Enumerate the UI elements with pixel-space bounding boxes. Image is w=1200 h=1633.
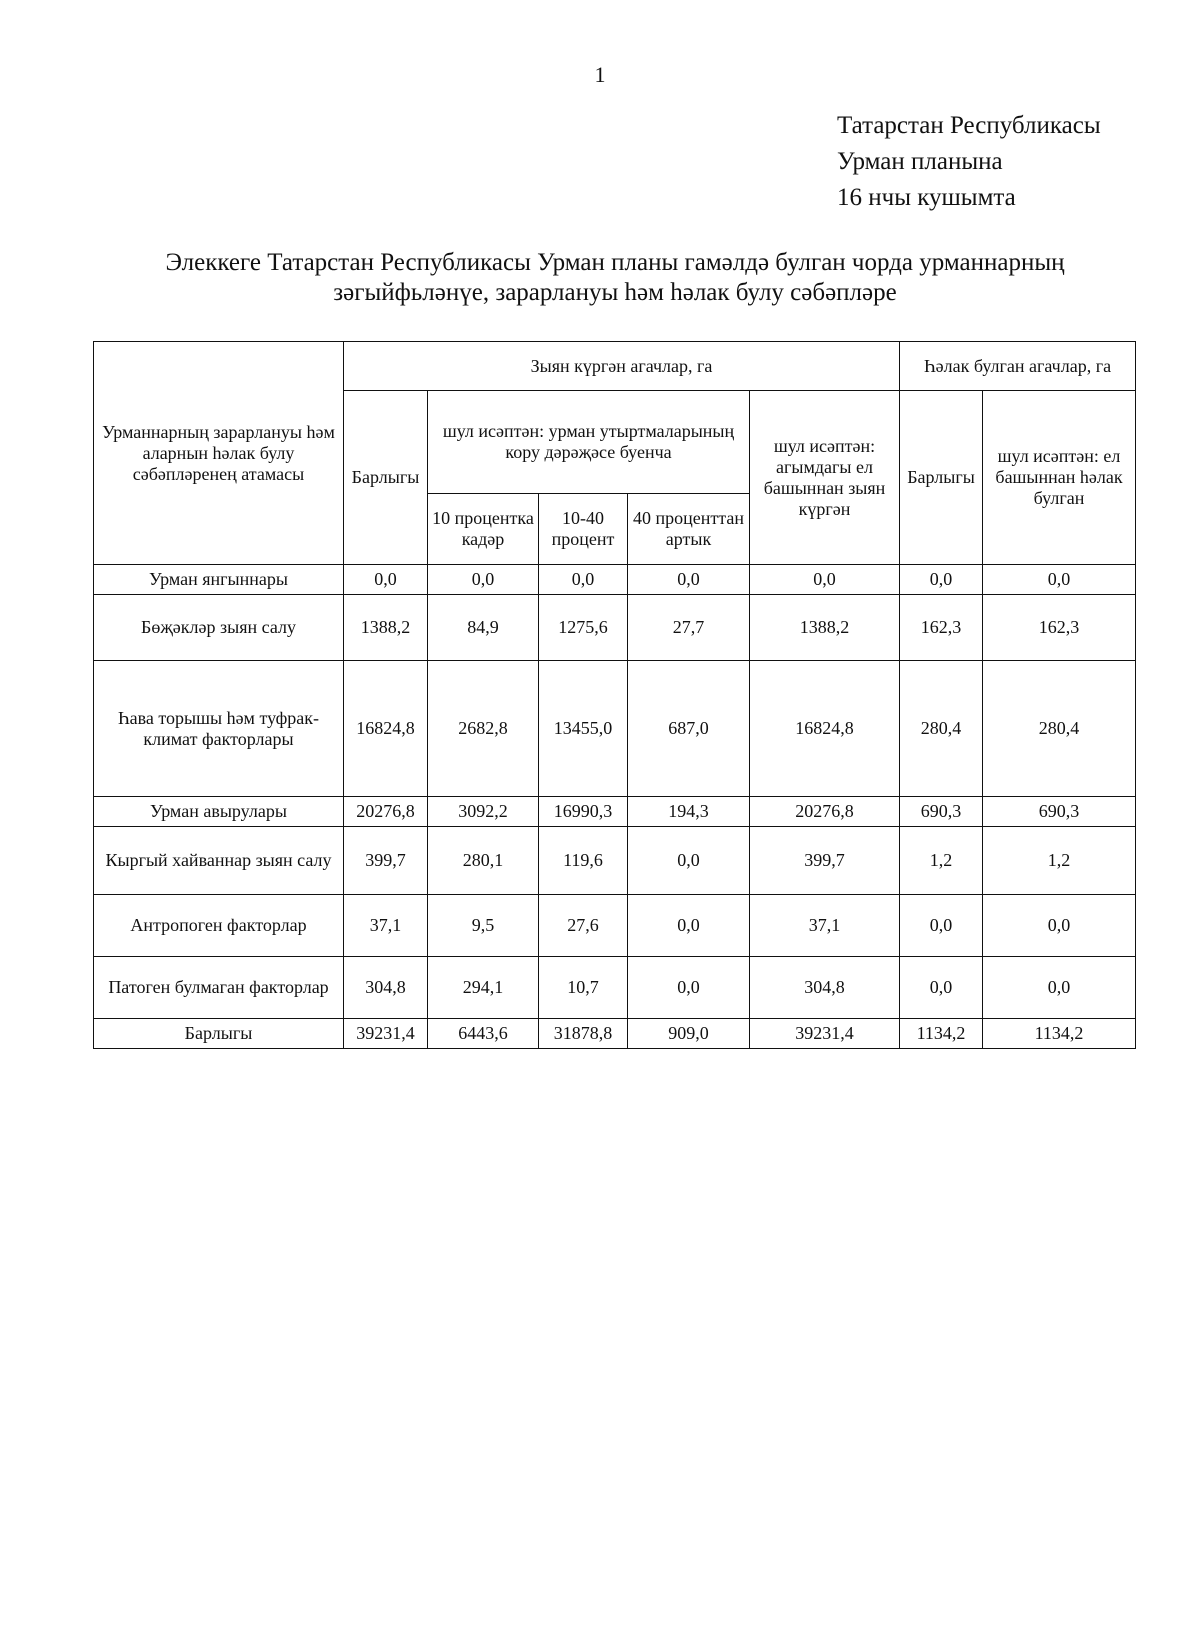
table-row [94, 661, 1136, 797]
annex-line-1: Татарстан Республикасы [837, 112, 1101, 139]
cell-dead-total: 162,3 [900, 595, 983, 661]
cell-degree-10: 3092,2 [428, 797, 539, 827]
cell-total: 0,0 [344, 565, 428, 595]
cell-degree-40: 27,7 [628, 595, 750, 661]
title-line-2: зәгыйфьләнүе, зарарлануы һәм һәлак булу сәбәпләре [333, 279, 897, 306]
cell-dead-current: 0,0 [983, 565, 1136, 595]
cell-current-year: 20276,8 [750, 797, 900, 827]
row-name: Бөҗәкләр зыян салу [94, 595, 344, 661]
cell-total: 39231,4 [344, 1019, 428, 1049]
cell-degree-40: 0,0 [628, 957, 750, 1019]
cell-dead-current: 280,4 [983, 661, 1136, 797]
header-damaged-trees: Зыян күргән агачлар, га [344, 342, 900, 391]
row-name: Һава торышы һәм туфрак-климат факторлары [94, 661, 344, 797]
table-row [94, 565, 1136, 595]
header-dead-current-year: шул исәптән: ел башыннан һәлак булган [983, 391, 1136, 565]
header-degree-10-40: 10-40 процент [539, 494, 628, 565]
page-number: 1 [594, 62, 606, 87]
cell-degree-10-40: 1275,6 [539, 595, 628, 661]
cell-total: 399,7 [344, 827, 428, 895]
cell-dead-total: 690,3 [900, 797, 983, 827]
row-name: Патоген булмаган факторлар [94, 957, 344, 1019]
cell-degree-10: 9,5 [428, 895, 539, 957]
cell-degree-10-40: 31878,8 [539, 1019, 628, 1049]
header-dead-total: Барлыгы [900, 391, 983, 565]
cell-dead-current: 690,3 [983, 797, 1136, 827]
cell-dead-total: 1134,2 [900, 1019, 983, 1049]
cell-degree-10: 6443,6 [428, 1019, 539, 1049]
cell-dead-total: 0,0 [900, 957, 983, 1019]
cell-degree-40: 0,0 [628, 565, 750, 595]
cell-degree-40: 194,3 [628, 797, 750, 827]
cell-current-year: 304,8 [750, 957, 900, 1019]
cell-dead-current: 162,3 [983, 595, 1136, 661]
table-row [94, 895, 1136, 957]
cell-dead-total: 1,2 [900, 827, 983, 895]
cell-dead-total: 280,4 [900, 661, 983, 797]
cell-total: 304,8 [344, 957, 428, 1019]
cell-degree-40: 909,0 [628, 1019, 750, 1049]
header-degree-10: 10 процентка кадәр [428, 494, 539, 565]
cell-degree-10: 280,1 [428, 827, 539, 895]
table-row [94, 827, 1136, 895]
cell-degree-10-40: 16990,3 [539, 797, 628, 827]
header-damaged-total: Барлыгы [344, 391, 428, 565]
annex-block [837, 108, 1101, 216]
cell-dead-current: 1134,2 [983, 1019, 1136, 1049]
cell-degree-40: 687,0 [628, 661, 750, 797]
cell-degree-10-40: 13455,0 [539, 661, 628, 797]
row-name: Кыргый хайваннар зыян салу [94, 827, 344, 895]
cell-dead-total: 0,0 [900, 895, 983, 957]
cell-dead-current: 0,0 [983, 895, 1136, 957]
cell-dead-current: 0,0 [983, 957, 1136, 1019]
header-damaged-current-year: шул исәптән: агымдагы ел башыннан зыян күргән [750, 391, 900, 565]
cell-degree-10: 84,9 [428, 595, 539, 661]
title-line-1: Элеккеге Татарстан Республикасы Урман планы гамәлдә булган чорда урманнарның [165, 249, 1065, 276]
cell-current-year: 39231,4 [750, 1019, 900, 1049]
cell-current-year: 37,1 [750, 895, 900, 957]
header-cause-name: Урманнарның зарарлануы һәм аларнын һәлак булу сәбәпләренең атамасы [94, 342, 344, 565]
cell-total: 20276,8 [344, 797, 428, 827]
cell-degree-10: 294,1 [428, 957, 539, 1019]
table-row-total [94, 1019, 1136, 1049]
header-degree-40: 40 проценттан артык [628, 494, 750, 565]
document-title [80, 248, 1150, 308]
annex-line-3: 16 нчы кушымта [837, 184, 1016, 211]
cell-current-year: 399,7 [750, 827, 900, 895]
cell-degree-40: 0,0 [628, 827, 750, 895]
row-name: Урман янгыннары [94, 565, 344, 595]
cell-current-year: 0,0 [750, 565, 900, 595]
cell-dead-current: 1,2 [983, 827, 1136, 895]
table-row [94, 797, 1136, 827]
row-name: Барлыгы [94, 1019, 344, 1049]
cell-total: 16824,8 [344, 661, 428, 797]
cell-degree-10-40: 27,6 [539, 895, 628, 957]
cell-current-year: 16824,8 [750, 661, 900, 797]
table-row [94, 595, 1136, 661]
cell-total: 37,1 [344, 895, 428, 957]
cell-degree-40: 0,0 [628, 895, 750, 957]
cell-degree-10: 0,0 [428, 565, 539, 595]
cell-degree-10: 2682,8 [428, 661, 539, 797]
table-row [94, 957, 1136, 1019]
cell-degree-10-40: 119,6 [539, 827, 628, 895]
cell-dead-total: 0,0 [900, 565, 983, 595]
header-damaged-by-degree: шул исәптән: урман утыртмаларының кору дәрәҗәсе буенча [428, 391, 750, 494]
header-dead-trees: Һәлак булган агачлар, га [900, 342, 1136, 391]
annex-line-2: Урман планына [837, 148, 1003, 175]
row-name: Антропоген факторлар [94, 895, 344, 957]
cell-total: 1388,2 [344, 595, 428, 661]
cell-degree-10-40: 10,7 [539, 957, 628, 1019]
cell-degree-10-40: 0,0 [539, 565, 628, 595]
row-name: Урман авырулары [94, 797, 344, 827]
damage-table [93, 341, 1136, 1049]
cell-current-year: 1388,2 [750, 595, 900, 661]
